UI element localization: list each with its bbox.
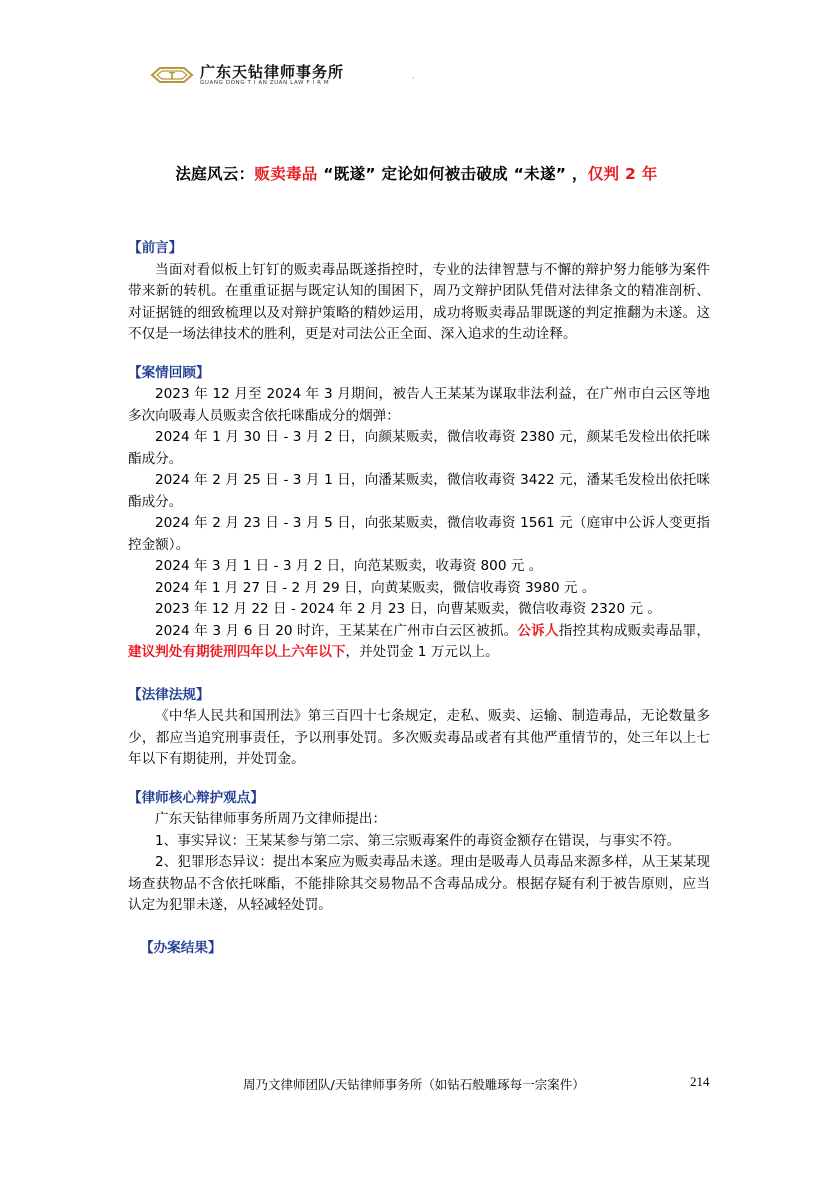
case-review-intro: 2023 年 12 月至 2024 年 3 月期间，被告人王某某为谋取非法利益，在广州市白云区等地多次向吸毒人员贩卖含依托咪酯成分的烟弹： bbox=[128, 386, 710, 424]
case-item: 2024 年 3 月 1 日 - 3 月 2 日，向范某贩卖，收毒资 800 元 。 bbox=[155, 558, 543, 574]
prosecutor-highlight: 公诉人 bbox=[517, 622, 559, 639]
header-dot: · bbox=[412, 74, 415, 83]
firm-name-en: GUANG DONG T I AN ZUAN LAW F I R M bbox=[200, 79, 330, 86]
page-number: 214 bbox=[690, 1074, 710, 1089]
preface-heading: 【前言】 bbox=[128, 240, 183, 256]
defense-point-1: 1、事实异议：王某某参与第二宗、第三宗贩毒案件的毒资金额存在错误，与事实不符。 bbox=[155, 832, 681, 849]
defense-point-2: 2、犯罪形态异议：提出本案应为贩卖毒品未遂。理由是吸毒人员毒品来源多样，从王某某现场查获物品不含依托咪酯，不能排除其交易物品不含毒品成分。根据存疑有利于被告原则，应当认定为犯罪未遂，从轻减轻处罚。 bbox=[128, 854, 710, 913]
title-part-4: 仅判 2 年 bbox=[587, 165, 658, 183]
case-item: 2024 年 2 月 23 日 - 3 月 5 日，向张某贩卖，微信收毒资 1561 元（庭审中公诉人变更指控金额）。 bbox=[128, 515, 710, 553]
article-title bbox=[0, 162, 833, 184]
firm-emblem-icon bbox=[150, 64, 194, 86]
result-heading: 【办案结果】 bbox=[140, 939, 222, 956]
arrest-text-5: ，并处罚金 1 万元以上。 bbox=[345, 644, 499, 660]
case-item: 2024 年 1 月 30 日 - 3 月 2 日，向颜某贩卖，微信收毒资 2380 元，颜某毛发检出依托咪酯成分。 bbox=[128, 429, 710, 467]
svg-text:T: T bbox=[168, 71, 176, 82]
sentence-recommendation-highlight: 建议判处有期徒刑四年以上六年以下 bbox=[128, 644, 346, 660]
firm-name-cn: 广东天钻律师事务所 bbox=[200, 62, 345, 81]
arrest-text-3: 指控其构成贩卖毒品罪， bbox=[558, 622, 711, 639]
arrest-text-1: 2024 年 3 月 6 日 20 时许，王某某在广州市白云区被抓。 bbox=[155, 622, 518, 639]
case-arrest-paragraph bbox=[128, 621, 710, 664]
preface-text: 当面对看似板上钉钉的贩卖毒品既遂指控时，专业的法律智慧与不懈的辩护努力能够为案件带来新的转机。在重重证据与既定认知的围困下，周乃文辩护团队凭借对法律条文的精准剖析、对证据链的细致梳理以及对辩护策略的精妙运用，成功将贩卖毒品罪既遂的判定推翻为未遂。这不仅是一场法律技术的胜利，更是对司法公正全面、深入追求的生动诠释。 bbox=[128, 261, 710, 342]
case-item: 2024 年 2 月 25 日 - 3 月 1 日，向潘某贩卖，微信收毒资 3422 元，潘某毛发检出依托咪酯成分。 bbox=[128, 472, 710, 510]
defense-intro: 广东天钻律师事务所周乃文律师提出： bbox=[155, 811, 387, 827]
defense-heading: 【律师核心辩护观点】 bbox=[128, 789, 264, 806]
title-part-3: “既遂” 定论如何被击破成 “未遂” ， bbox=[317, 165, 588, 183]
case-item: 2023 年 12 月 22 日 - 2024 年 2 月 23 日，向曹某贩卖，微信收毒资 2320 元 。 bbox=[155, 601, 661, 617]
firm-logo bbox=[150, 62, 344, 88]
law-heading: 【法律法规】 bbox=[128, 686, 210, 703]
title-part-1: 法庭风云： bbox=[175, 165, 255, 183]
title-part-2: 贩卖毒品 bbox=[254, 165, 318, 183]
article-body bbox=[128, 238, 710, 959]
case-item: 2024 年 1 月 27 日 - 2 月 29 日，向黄某贩卖，微信收毒资 3980 元 。 bbox=[155, 579, 596, 596]
case-review-heading: 【案情回顾】 bbox=[128, 364, 210, 381]
law-text: 《中华人民共和国刑法》第三百四十七条规定，走私、贩卖、运输、制造毒品，无论数量多少，都应当追究刑事责任，予以刑事处罚。多次贩卖毒品或者有其他严重情节的，处三年以上七年以下有期徒刑，并处罚金。 bbox=[128, 708, 710, 767]
page-footer: 周乃文律师团队/天钻律师事务所（如钻石般雕琢每一宗案件） bbox=[243, 1077, 585, 1092]
